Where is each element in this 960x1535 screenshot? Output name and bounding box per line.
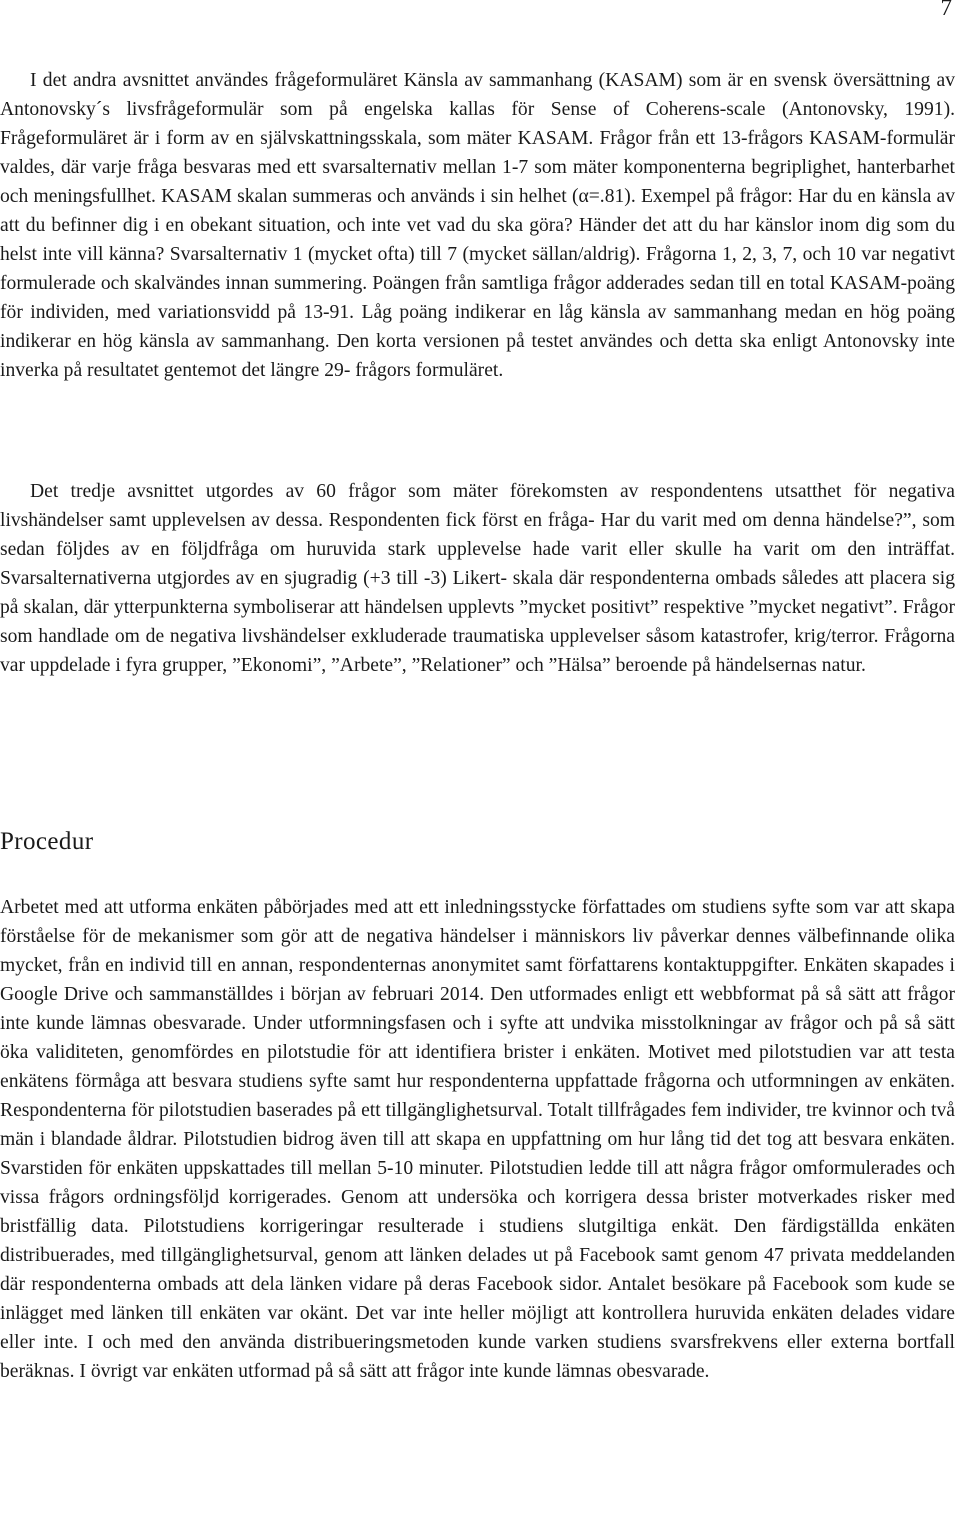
page-number: 7: [940, 0, 952, 20]
kasam-paragraph: I det andra avsnittet användes frågeformuläret Känsla av sammanhang (KASAM) som är en svensk översättning av Antonovsky´s livsfrågeformulär som på engelska kallas för Sense of Coherens-scale (Antonovsky, 1991). Frågeformuläret är i form av en självskattningsskala, som mäter KASAM. Frågor från ett 13-frågors KASAM-formulär valdes, där varje fråga besvaras med ett svarsalternativ mellan 1-7 som mäter komponenterna begriplighet, hanterbarhet och meningsfullhet. KASAM skalan summeras och används i sin helhet (α=.81). Exempel på frågor: Har du en känsla av att du befinner dig i en obekant situation, och inte vet vad du ska göra? Händer det att du har känslor inom dig som du helst inte vill känna? Svarsalternativ 1 (mycket ofta) till 7 (mycket sällan/aldrig). Frågorna 1, 2, 3, 7, och 10 var negativt formulerade och skalvändes innan summering. Poängen från samtliga frågor adderades sedan till en total KASAM-poäng för individen, med variationsvidd på 13-91. Låg poäng indikerar en låg känsla av sammanhang medan en hög poäng indikerar en hög känsla av sammanhang. Den korta versionen på testet användes och detta ska enligt Antonovsky inte inverka på resultatet gentemot det längre 29- frågors formuläret.: [0, 70, 955, 381]
procedure-paragraph: Arbetet med att utforma enkäten påbörjades med att ett inledningsstycke författades om studiens syfte som var att skapa förståelse för de mekanismer som gör att de negativa händelser i människors liv påverkar dennes välbefinnande olika mycket, från en individ till en annan, respondenternas anonymitet samt författarens kontaktuppgifter. Enkäten skapades i Google Drive och sammanställdes i början av februari 2014. Den utformades enligt ett webbformat på så sätt att frågor inte kunde lämnas obesvarade. Under utformningsfasen och i syfte att undvika misstolkningar av frågor och på så sätt öka validiteten, genomfördes en pilotstudie för att identifiera brister i enkäten. Motivet med pilotstudien var att testa enkätens förmåga att besvara studiens syfte samt hur respondenterna uppfattade frågorna och utformningen av enkäten. Respondenterna för pilotstudien baserades på ett tillgänglighetsurval. Totalt tillfrågades fem individer, tre kvinnor och två män i blandade åldrar. Pilotstudien bidrog även till att skapa en uppfattning om hur lång tid det tog att besvara enkäten. Svarstiden för enkäten uppskattades till mellan 5-10 minuter. Pilotstudien ledde till att några frågor omformulerades och vissa frågors ordningsföljd korrigerades. Genom att undersöka och korrigera dessa brister motverkades risker med bristfällig data. Pilotstudiens korrigeringar resulterade i studiens slutgiltiga enkät. Den färdigställda enkäten distribuerades, med tillgänglighetsurval, genom att länken delades ut på Facebook samt genom 47 privata meddelanden där respondenterna ombads att dela länken vidare på deras Facebook sidor. Antalet besökare på Facebook som kude se inlägget med länken till enkäten var okänt. Det var inte heller möjligt att kontrollera huruvida enkäten delades vidare eller inte. I och med den använda distribueringsmetoden kunde varken studiens svarsfrekvens eller externa bortfall beräknas. I övrigt var enkäten utformad på så sätt att frågor inte kunde lämnas obesvarade.: [0, 897, 955, 1382]
procedure-heading: Procedur: [0, 828, 94, 855]
life-events-paragraph: Det tredje avsnittet utgordes av 60 frågor som mäter förekomsten av respondentens utsatthet för negativa livshändelser samt upplevelsen av dessa. Respondenten fick först en fråga- Har du varit med om denna händelse?”, som sedan följdes av en följdfråga om huruvida stark upplevelse hade varit eller skulle ha varit om den inträffat. Svarsalternativerna utgjordes av en sjugradig (+3 till -3) Likert- skala där respondenterna ombads således att placera sig på skalan, där ytterpunkterna symboliserar att händelsen upplevts ”mycket positivt” respektive ”mycket negativt”. Frågor som handlade om de negativa livshändelser exkluderade traumatiska upplevelser såsom katastrofer, krig/terror. Frågorna var uppdelade i fyra grupper, ”Ekonomi”, ”Arbete”, ”Relationer” och ”Hälsa” beroende på händelsernas natur.: [0, 481, 955, 676]
